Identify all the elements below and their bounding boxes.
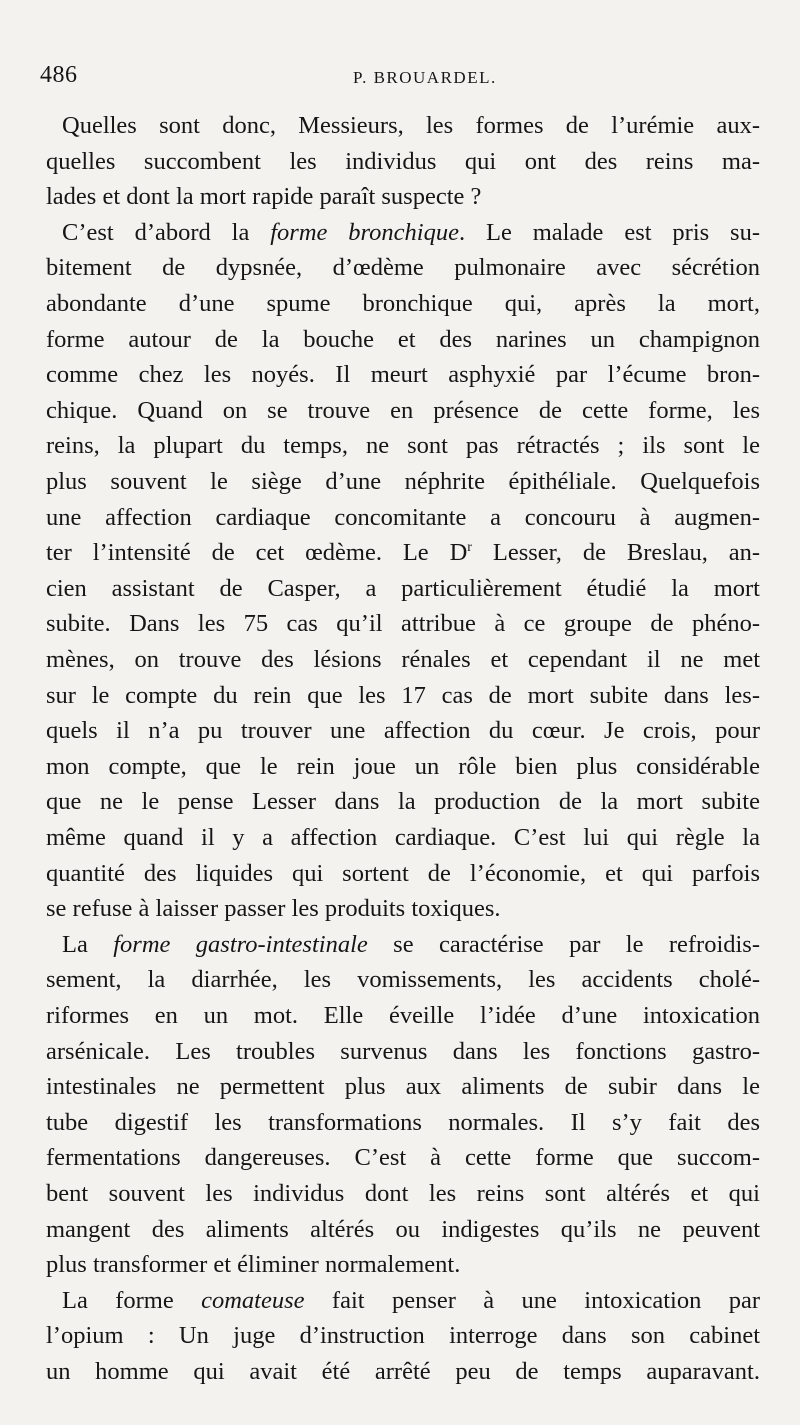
text-line: quelles succombent les individus qui ont des reins ma- [46,147,760,175]
text-line: cien assistant de Casper, a particulièrement étudié la mort [46,574,760,602]
text-line: Quelles sont donc, Messieurs, les formes de l’urémie aux- [62,112,760,139]
text-line: bitement de dypsnée, d’œdème pulmonaire avec sécrétion [46,254,760,282]
text-line [62,1283,760,1319]
text-span: se caractérise par le refroidis- [367,930,761,958]
text-line: mènes, on trouve des lésions rénales et cependant il ne met [46,646,760,673]
text-line [62,215,760,251]
text-line: intestinales ne permettent plus aux aliments de subir dans le [46,1073,760,1101]
text-line: chique. Quand on se trouve en présence de cette forme, les [46,396,760,424]
superscript: r [467,540,472,556]
text-line: que ne le pense Lesser dans la production de la mort subite [46,788,760,816]
text-line: plus souvent le siège d’une néphrite épithéliale. Quelquefois [46,468,760,495]
text-line: arsénicale. Les troubles survenus dans les fonctions gastro- [46,1037,760,1065]
text-line [62,927,760,963]
text-line: une affection cardiaque concomitante a concouru à augmen- [46,503,760,531]
text-line: reins, la plupart du temps, ne sont pas rétractés ; ils sont le [46,432,760,460]
text-line: sement, la diarrhée, les vomissements, les accidents cholé- [46,966,760,994]
text-span: La [62,930,114,958]
page-header [40,62,760,102]
text-span: Lesser, de Breslau, an- [471,539,760,567]
text-line: quantité des liquides qui sortent de l’économie, et qui parfois [46,859,760,887]
text-line: même quand il y a affection cardiaque. C’est lui qui règle la [46,824,760,851]
text-span: . Le malade est pris su- [458,218,760,246]
text-line: fermentations dangereuses. C’est à cette forme que succom- [46,1144,760,1172]
text-line: un homme qui avait été arrêté peu de temps auparavant. [46,1358,760,1385]
italic-term: forme bronchique [270,218,459,246]
text-line: lades et dont la mort rapide paraît suspecte ? [46,183,482,211]
text-line: quels il n’a pu trouver une affection du cœur. Je crois, pour [46,717,760,745]
text-line: forme autour de la bouche et des narines un champignon [46,325,760,353]
text-span: C’est d’abord la [62,218,271,246]
text-span: La forme [62,1286,202,1314]
text-line: bent souvent les individus dont les reins sont altérés et qui [46,1180,760,1207]
text-line: se refuse à laisser passer les produits toxiques. [46,895,501,923]
text-line: plus transformer et éliminer normalement. [46,1251,461,1279]
text-line: comme chez les noyés. Il meurt asphyxié par l’écume bron- [46,361,760,389]
text-line: abondante d’une spume bronchique qui, après la mort, [46,290,760,317]
page-number: 486 [40,62,78,88]
text-line: riformes en un mot. Elle éveille l’idée d’une intoxication [46,1002,760,1029]
text-span: fait penser à une intoxication par [304,1286,760,1314]
text-line: mon compte, que le rein joue un rôle bien plus considérable [46,752,760,780]
text-line: mangent des aliments altérés ou indigestes qu’ils ne peuvent [46,1215,760,1243]
text-line: tube digestif les transformations normales. Il s’y fait des [46,1108,760,1136]
text-line [46,535,760,571]
italic-term: comateuse [201,1286,305,1314]
running-head: P. BROUARDEL. [353,68,497,87]
text-line: subite. Dans les 75 cas qu’il attribue à ce groupe de phéno- [46,610,760,638]
text-line: l’opium : Un juge d’instruction interroge dans son cabinet [46,1322,760,1350]
text-span: ter l’intensité de cet œdème. Le D [46,539,468,567]
text-line: sur le compte du rein que les 17 cas de mort subite dans les- [46,681,760,709]
italic-term: forme gastro-intestinale [113,930,368,958]
